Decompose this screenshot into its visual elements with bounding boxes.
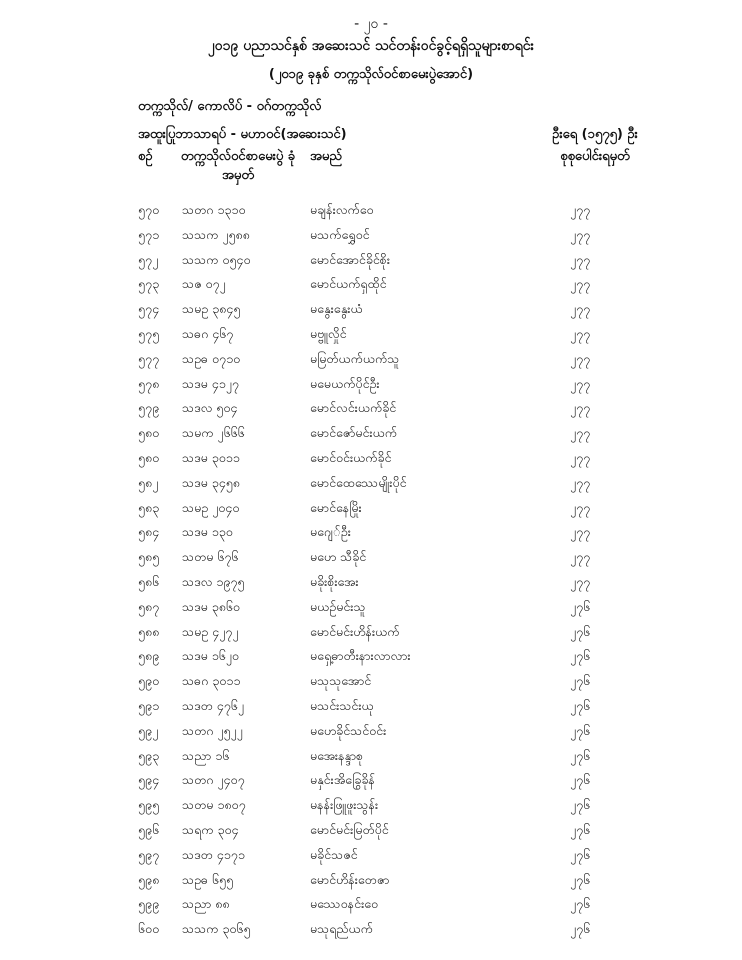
roll-number: သဒမ ၃၄၅၈ [182, 474, 240, 490]
roll-number: သဒလ ၅၀၄ [182, 400, 238, 416]
total-score: ၂၇၆ [570, 821, 591, 837]
table-row [0, 520, 742, 545]
roll-number: သသက ၃၀၆၅ [182, 921, 251, 937]
row-number: ၅၈၀ [138, 425, 160, 441]
roll-number: သဒလ ၁၉၇၅ [182, 573, 245, 589]
student-name: မဟေ သီခိုင် [310, 549, 367, 565]
total-score: ၂၇၇ [570, 474, 591, 490]
student-name: မအေးနန္ဒာစု [310, 747, 364, 763]
student-name: မခိုင်သဇင် [310, 846, 358, 862]
row-number: ၅၈၃ [138, 499, 160, 515]
student-name: မသင်းသင်းယု [310, 697, 374, 713]
row-number: ၅၉၆ [138, 821, 160, 837]
document-subtitle: (၂၀၁၉ ခုနှစ် တက္ကသိုလ်ဝင်စာမေးပွဲအောင်) [268, 67, 474, 82]
table-row [0, 818, 742, 843]
student-name: မမြတ်ယက်ယက်သူ [310, 350, 400, 366]
roll-number: သဓဂ ၄၆၇ [182, 325, 234, 341]
roll-number: သညာ ၁၆ [182, 747, 230, 763]
column-header-score: စုစုပေါင်းရမှတ် [560, 149, 630, 164]
table-row [0, 644, 742, 669]
total-score: ၂၇၇ [570, 524, 591, 540]
total-score: ၂၇၇ [570, 350, 591, 366]
total-score: ၂၇၆ [570, 747, 591, 763]
total-score: ၂၇၇ [570, 573, 591, 589]
total-score: ၂၇၇ [570, 226, 591, 242]
table-row [0, 917, 742, 942]
total-score: ၂၇၇ [570, 325, 591, 341]
row-number: ၅၈၆ [138, 573, 160, 589]
total-score: ၂၇၆ [570, 921, 591, 937]
roll-number: သတမ ၆၇၆ [182, 549, 239, 565]
roll-number: သတဂ ၂၅၂၂ [182, 722, 243, 738]
row-number: ၅၇၃ [138, 276, 160, 292]
total-score: ၂၇၇ [570, 549, 591, 565]
table-row [0, 843, 742, 868]
student-name: မောင်နေမြိုး [310, 499, 362, 515]
total-score: ၂၇၇ [570, 499, 591, 515]
roll-number: သမက ၂၆၆၆ [182, 425, 245, 441]
table-row [0, 297, 742, 322]
table-row [0, 446, 742, 471]
table-row [0, 272, 742, 297]
row-number: ၅၈၉ [138, 648, 160, 664]
roll-number: သဒမ ၃၈၆၀ [182, 598, 240, 614]
total-score: ၂၇၆ [570, 797, 591, 813]
total-score: ၂၇၆ [570, 896, 591, 912]
student-name: မောင်ဇော်မင်းယက် [310, 425, 397, 441]
student-name: မချန်းလက်ဝေ [310, 202, 374, 217]
total-score: ၂၇၆ [570, 598, 591, 614]
table-row [0, 892, 742, 917]
student-name: မောင်မင်းမြတ်ပိုင် [310, 821, 389, 837]
student-name: မခိုးစိုးအေး [310, 573, 359, 589]
column-header-roll: တက္ကသိုလ်ဝင်စာမေးပွဲ ခုံအမှတ် [180, 149, 296, 183]
table-row [0, 223, 742, 248]
roll-number: သဒမ ၃၀၁၁ [182, 449, 240, 465]
total-score: ၂၇၆ [570, 673, 591, 689]
student-name: မယဥ်မင်းသူ [310, 598, 366, 614]
table-row [0, 570, 742, 595]
document-title: ၂၀၁၉ ပညာသင်နှစ် အဆေးသင် သင်တန်းဝင်ခွင့်ရရှိသူများစာရင်း [207, 38, 535, 54]
roll-number: သတဂ ၁၃၁၀ [182, 202, 246, 217]
table-row [0, 620, 742, 645]
roll-number: သမဥ ၄၂၇၂ [182, 623, 239, 639]
roll-number: သသက ၀၅၄၀ [182, 251, 251, 267]
table-row [0, 868, 742, 893]
roll-number: သဒမ ၁၃၀ [182, 524, 233, 540]
roll-number: သဒမ ၁၆၂၀ [182, 648, 239, 664]
table-row [0, 372, 742, 397]
column-header-no: စဉ် [138, 149, 153, 164]
table-row [0, 545, 742, 570]
student-name: မနှင်းအိခြွေခိုန် [310, 772, 375, 788]
row-number: ၅၉၅ [138, 797, 160, 813]
table-row [0, 496, 742, 521]
total-score: ၂၇၆ [570, 722, 591, 738]
row-number: ၅၉၄ [138, 772, 160, 788]
roll-number: သဇ ၀၇၂ [182, 276, 226, 292]
total-score: ၂၇၆ [570, 846, 591, 862]
roll-number: သဒတ ၄၇၆၂ [182, 697, 244, 713]
total-score: ၂၇၆ [570, 772, 591, 788]
student-name: မောင်လင်းယက်ခိုင် [310, 400, 397, 416]
total-score: ၂၇၇ [570, 425, 591, 441]
table-row [0, 471, 742, 496]
table-row [0, 719, 742, 744]
student-name: မောင်ဝင်းယက်ခိုင် [310, 449, 392, 465]
row-number: ၅၉၁ [138, 697, 160, 713]
roll-number: သမဥ ၃၈၄၅ [182, 301, 241, 317]
total-count-heading: ဦးရေ (၁၅၇၅) ဦး [552, 127, 638, 142]
row-number: ၅၉၉ [138, 896, 160, 912]
roll-number: သသက ၂၅၈၈ [182, 226, 250, 242]
table-row [0, 347, 742, 372]
roll-number: သဒတ ၄၁၇၁ [182, 846, 245, 862]
row-number: ၅၈၀ [138, 449, 160, 465]
roll-number: သညာ ၈၈ [182, 896, 230, 912]
total-score: ၂၇၇ [570, 251, 591, 267]
student-name: မောင်ယက်ရှထိုင် [310, 276, 387, 292]
column-header-name: အမည် [310, 149, 342, 164]
row-number: ၅၉၇ [138, 846, 160, 862]
total-score: ၂၇၇ [570, 301, 591, 317]
page-number: - ၂၀ - [354, 16, 388, 32]
total-score: ၂၇၆ [570, 697, 591, 713]
total-score: ၂၇၆ [570, 648, 591, 664]
total-score: ၂၇၇ [570, 449, 591, 465]
row-number: ၅၇၀ [138, 202, 160, 217]
results-table [0, 198, 742, 942]
table-row [0, 744, 742, 769]
row-number: ၅၉၀ [138, 673, 160, 689]
student-name: မောင်ထေဿေမျိုးပိုင် [310, 474, 407, 490]
student-name: မောင်အောင်ခိုင်စိုး [310, 251, 391, 267]
roll-number: သဥဓ ၀၇၁၀ [182, 350, 241, 366]
student-name: မရှေ့ဓာတီးနားလာလား [310, 648, 411, 664]
roll-number: သဒမ ၄၁၂၇ [182, 375, 239, 391]
total-score: ၂၇၆ [570, 871, 591, 887]
row-number: ၅၉၈ [138, 871, 160, 887]
student-name: မသုသုအောင် [310, 673, 372, 689]
row-number: ၅၉၂ [138, 722, 159, 738]
row-number: ၅၈၅ [138, 549, 160, 565]
row-number: ၅၇၂ [138, 251, 159, 267]
roll-number: သမဥ ၂၀၄၀ [182, 499, 240, 515]
row-number: ၅၇၉ [138, 400, 160, 416]
student-name: မသက်ရွှေဝင် [310, 226, 370, 242]
total-score: ၂၇၇ [570, 375, 591, 391]
roll-number: သတဂ ၂၄၀၇ [182, 772, 245, 788]
student-name: မဿေဝနင်းဝေ [310, 896, 379, 912]
roll-number: သရက ၃၀၄ [182, 821, 239, 837]
roll-number: သဓဂ ၃၀၁၁ [182, 673, 241, 689]
university-line: တက္ကသိုလ်/ ကောလိပ် - ဝဂ်တက္ကသိုလ် [138, 99, 322, 114]
total-score: ၂၇၆ [570, 623, 591, 639]
total-score: ၂၇၇ [570, 276, 591, 292]
row-number: ၅၇၄ [138, 301, 160, 317]
student-name: မသုရည်ယက် [310, 921, 373, 937]
row-number: ၅၈၇ [138, 598, 160, 614]
student-name: မမေယက်ပိုင်ဦး [310, 375, 380, 391]
student-name: မောင်မင်းဟိန်းယက် [310, 623, 400, 639]
row-number: ၆၀၀ [138, 921, 160, 937]
row-number: ၅၇၇ [138, 350, 160, 366]
table-row [0, 793, 742, 818]
row-number: ၅၇၁ [138, 226, 160, 242]
total-score: ၂၇၇ [570, 202, 591, 217]
row-number: ၅၈၄ [138, 524, 160, 540]
table-row [0, 595, 742, 620]
table-row [0, 669, 742, 694]
student-name: မဂျေ်ဦး [310, 524, 351, 540]
student-name: မဟေခိုင်သင်ဝင်း [310, 722, 387, 738]
table-row [0, 198, 742, 223]
row-number: ၅၇၈ [138, 375, 160, 391]
student-name: မနွေးနွေးယံ [310, 301, 363, 317]
student-name: မဗ္ဗူလှိုင် [310, 325, 347, 341]
roll-number: သဥဓ ၆၅၅ [182, 871, 234, 887]
table-row [0, 421, 742, 446]
table-row [0, 322, 742, 347]
row-number: ၅၉၃ [138, 747, 160, 763]
table-row [0, 396, 742, 421]
category-heading: အထူးပြုဘာသာရပ် - မဟာဝင်(အဆေးသင်) [138, 127, 347, 142]
row-number: ၅၇၅ [138, 325, 160, 341]
row-number: ၅၈၂ [138, 474, 159, 490]
roll-number: သတမ ၁၈၀၇ [182, 797, 246, 813]
student-name: မနန်းဖြူဖူးသွန်း [310, 797, 379, 813]
row-number: ၅၈၈ [138, 623, 160, 639]
table-row [0, 694, 742, 719]
table-row [0, 768, 742, 793]
table-row [0, 248, 742, 273]
student-name: မောင်ဟိန်းတေဇာ [310, 871, 390, 887]
total-score: ၂၇၇ [570, 400, 591, 416]
